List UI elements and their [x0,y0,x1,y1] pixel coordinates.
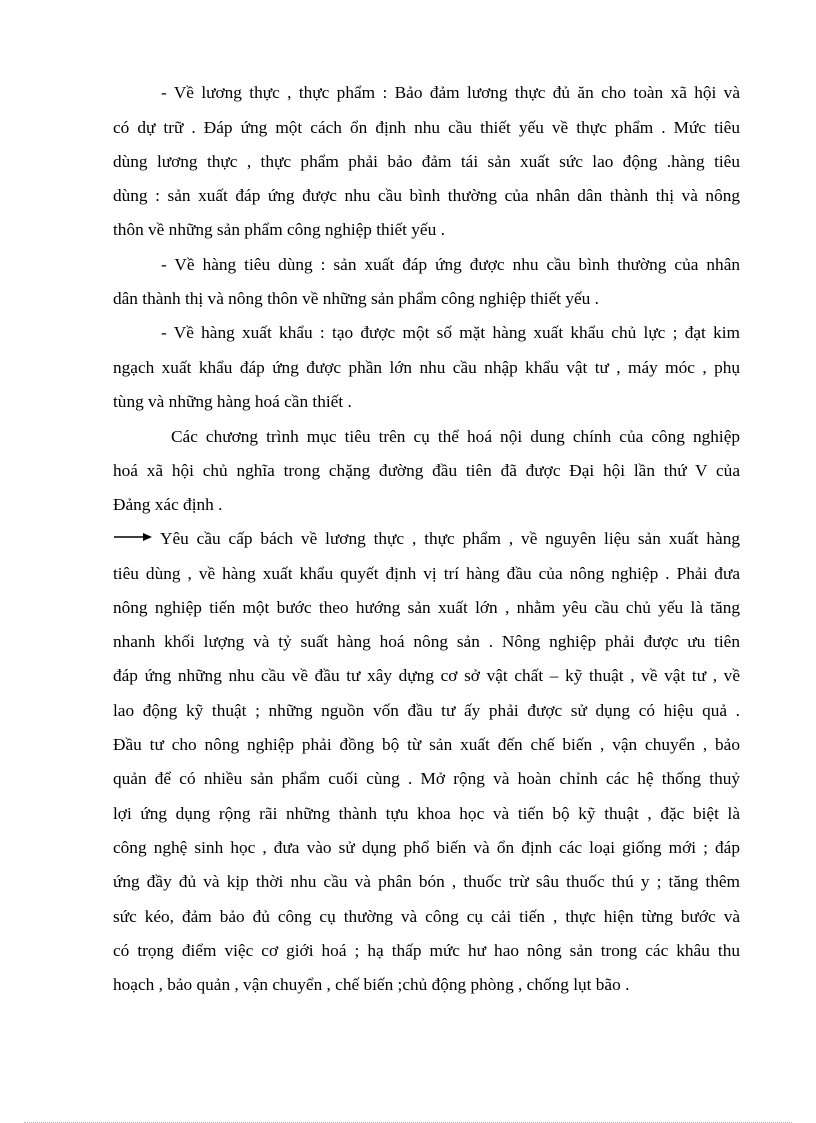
text-line: Đảng xác định . [113,495,223,514]
text-line: thôn về những sản phẩm công nghiệp thiết yếu . [113,220,445,239]
text-line: công nghệ sinh học , đưa vào sử dụng phổ biến và ổn định các loại giống mới ; đáp [113,838,740,857]
text-line: có dự trữ . Đáp ứng một cách ổn định nhu cầu thiết yếu về thực phẩm . Mức tiêu [113,118,740,137]
text-line: Đầu tư cho nông nghiệp phải đồng bộ từ sản xuất đến chế biến , vận chuyển , bảo [113,735,740,754]
text-line: - Về hàng tiêu dùng : sản xuất đáp ứng được nhu cầu bình thường của nhân [161,255,740,274]
text-line: dùng lương thực , thực phẩm phải bảo đảm tái sản xuất sức lao động .hàng tiêu [113,152,740,171]
text-line: đáp ứng những nhu cầu về đầu tư xây dựng cơ sở vật chất – kỹ thuật , về vật tư , về [113,666,740,685]
text-line: nhanh khối lượng và tỷ suất hàng hoá nông sản . Nông nghiệp phải được ưu tiên [113,632,740,651]
text-line: - Về lương thực , thực phẩm : Bảo đảm lương thực đủ ăn cho toàn xã hội và [161,83,740,102]
text-line: hoá xã hội chủ nghĩa trong chặng đường đầu tiên đã được Đại hội lần thứ V của [113,461,740,480]
right-arrow-icon [113,530,153,544]
text-line: sức kéo, đảm bảo đủ công cụ thường và công cụ cải tiến , thực hiện từng bước và [113,907,740,926]
text-line: có trọng điểm việc cơ giới hoá ; hạ thấp mức hư hao nông sản trong các khâu thu [113,941,740,960]
text-line: - Về hàng xuất khẩu : tạo được một số mặt hàng xuất khẩu chủ lực ; đạt kim [161,323,740,342]
text-line: tiêu dùng , về hàng xuất khẩu quyết định vị trí hàng đầu của nông nghiệp . Phải đưa [113,564,740,583]
text-line: dân thành thị và nông thôn về những sản phẩm công nghiệp thiết yếu . [113,289,599,308]
text-line: ngạch xuất khẩu đáp ứng được phần lớn nhu cầu nhập khẩu vật tư , máy móc , phụ [113,358,740,377]
text-line: Các chương trình mục tiêu trên cụ thể hoá nội dung chính của công nghiệp [171,427,740,446]
text-line: hoạch , bảo quản , vận chuyển , chế biến ;chủ động phòng , chống lụt bão . [113,975,630,994]
text-line: nông nghiệp tiến một bước theo hướng sản xuất lớn , nhằm yêu cầu chủ yếu là tăng [113,598,740,617]
text-line: lao động kỹ thuật ; những nguồn vốn đầu tư ấy phải được sử dụng có hiệu quả . [113,701,740,720]
text-line: Yêu cầu cấp bách về lương thực , thực phẩm , về nguyên liệu sản xuất hàng [160,529,740,548]
text-line: tùng và những hàng hoá cần thiết . [113,392,352,411]
text-line: dùng : sản xuất đáp ứng được nhu cầu bình thường của nhân dân thành thị và nông [113,186,740,205]
text-line: quản để có nhiều sản phẩm cuối cùng . Mở rộng và hoàn chỉnh các hệ thống thuỷ [113,769,740,788]
text-line: ứng đầy đủ và kịp thời nhu cầu và phân bón , thuốc trừ sâu thuốc thú y ; tăng thêm [113,872,740,891]
text-line: lợi ứng dụng rộng rãi những thành tựu khoa học và tiến bộ kỹ thuật , đặc biệt là [113,804,740,823]
